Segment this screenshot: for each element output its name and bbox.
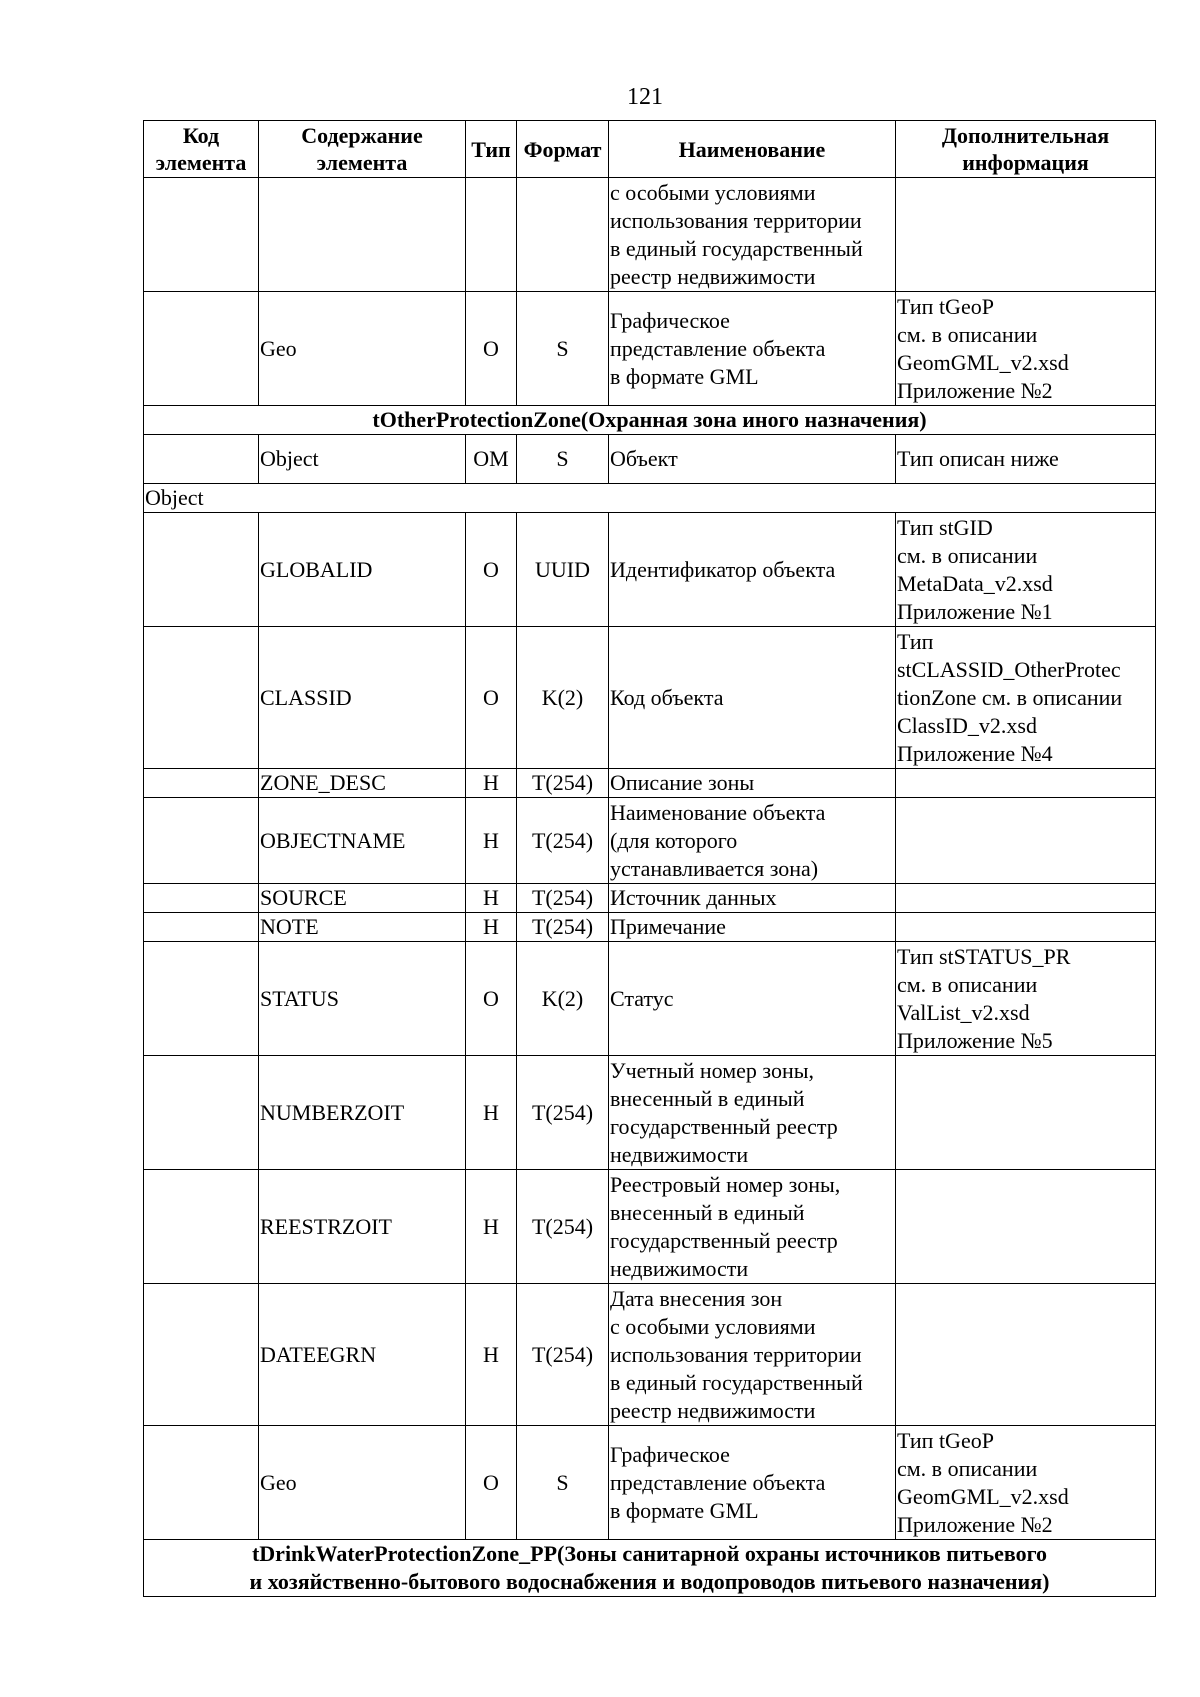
cell-content: STATUS xyxy=(259,942,466,1056)
cell-type: H xyxy=(466,1170,517,1284)
cell-name: Графическое представление объекта в формате GML xyxy=(609,292,896,406)
cell-info: Тип описан ниже xyxy=(896,435,1156,484)
cell-type: H xyxy=(466,884,517,913)
table-row xyxy=(144,942,1156,1056)
cell-format: K(2) xyxy=(517,627,609,769)
cell-code xyxy=(144,1056,259,1170)
cell-content: SOURCE xyxy=(259,884,466,913)
page-number: 121 xyxy=(627,84,663,110)
cell-name: с особыми условиями использования территории в единый государственный реестр недвижимости xyxy=(609,178,896,292)
table-row xyxy=(144,435,1156,484)
cell-content: ZONE_DESC xyxy=(259,769,466,798)
table-row xyxy=(144,884,1156,913)
cell-type: O xyxy=(466,627,517,769)
cell-name: Примечание xyxy=(609,913,896,942)
cell-name: Источник данных xyxy=(609,884,896,913)
cell-content: Object xyxy=(259,435,466,484)
cell-content: DATEEGRN xyxy=(259,1284,466,1426)
cell-name: Описание зоны xyxy=(609,769,896,798)
cell-type: O xyxy=(466,292,517,406)
section-header-row xyxy=(144,406,1156,435)
cell-code xyxy=(144,292,259,406)
cell-type xyxy=(466,178,517,292)
cell-name: Статус xyxy=(609,942,896,1056)
cell-format: T(254) xyxy=(517,913,609,942)
cell-code xyxy=(144,1170,259,1284)
table-row xyxy=(144,1426,1156,1540)
cell-code xyxy=(144,435,259,484)
cell-format: K(2) xyxy=(517,942,609,1056)
cell-type: O xyxy=(466,942,517,1056)
cell-name: Учетный номер зоны, внесенный в единый государственный реестр недвижимости xyxy=(609,1056,896,1170)
table-row xyxy=(144,513,1156,627)
cell-info xyxy=(896,798,1156,884)
cell-type: O xyxy=(466,1426,517,1540)
cell-info: Тип stCLASSID_OtherProtec tionZone см. в описании ClassID_v2.xsd Приложение №4 xyxy=(896,627,1156,769)
cell-info xyxy=(896,913,1156,942)
cell-type: H xyxy=(466,798,517,884)
cell-type: OM xyxy=(466,435,517,484)
table-row xyxy=(144,913,1156,942)
cell-code xyxy=(144,942,259,1056)
table-body xyxy=(144,178,1156,1597)
cell-name: Идентификатор объекта xyxy=(609,513,896,627)
table-row xyxy=(144,1284,1156,1426)
cell-info xyxy=(896,884,1156,913)
column-header-info: Дополнительная информация xyxy=(896,121,1156,178)
cell-code xyxy=(144,913,259,942)
cell-type: O xyxy=(466,513,517,627)
table-row xyxy=(144,1170,1156,1284)
cell-format: S xyxy=(517,1426,609,1540)
section-title: tDrinkWaterProtectionZone_PP(Зоны санитарной охраны источников питьевого и хозяйственно-бытового водоснабжения и водопроводов питьевого назначения) xyxy=(144,1540,1156,1597)
cell-code xyxy=(144,627,259,769)
cell-name: Наименование объекта (для которого устанавливается зона) xyxy=(609,798,896,884)
cell-info: Тип stSTATUS_PR см. в описании ValList_v2.xsd Приложение №5 xyxy=(896,942,1156,1056)
cell-content xyxy=(259,178,466,292)
table-row xyxy=(144,627,1156,769)
table-row xyxy=(144,769,1156,798)
cell-format: T(254) xyxy=(517,1170,609,1284)
cell-info xyxy=(896,769,1156,798)
cell-content: Geo xyxy=(259,1426,466,1540)
cell-format: T(254) xyxy=(517,1056,609,1170)
cell-info xyxy=(896,178,1156,292)
cell-format: S xyxy=(517,435,609,484)
group-label: Object xyxy=(144,484,1156,513)
cell-info xyxy=(896,1284,1156,1426)
cell-format xyxy=(517,178,609,292)
cell-format: T(254) xyxy=(517,1284,609,1426)
cell-type: H xyxy=(466,1056,517,1170)
cell-info: Тип tGeoP см. в описании GeomGML_v2.xsd Приложение №2 xyxy=(896,292,1156,406)
cell-type: H xyxy=(466,769,517,798)
cell-name: Код объекта xyxy=(609,627,896,769)
element-spec-table xyxy=(143,120,1156,1597)
column-header-type: Тип xyxy=(466,121,517,178)
cell-type: H xyxy=(466,1284,517,1426)
cell-content: Geo xyxy=(259,292,466,406)
table-row xyxy=(144,798,1156,884)
table-row xyxy=(144,1056,1156,1170)
table-header-row xyxy=(144,121,1156,178)
column-header-name: Наименование xyxy=(609,121,896,178)
cell-format: T(254) xyxy=(517,769,609,798)
cell-code xyxy=(144,798,259,884)
cell-content: REESTRZOIT xyxy=(259,1170,466,1284)
cell-code xyxy=(144,1284,259,1426)
cell-info xyxy=(896,1170,1156,1284)
column-header-code: Код элемента xyxy=(144,121,259,178)
column-header-format: Формат xyxy=(517,121,609,178)
cell-code xyxy=(144,769,259,798)
cell-content: GLOBALID xyxy=(259,513,466,627)
cell-format: S xyxy=(517,292,609,406)
cell-info: Тип tGeoP см. в описании GeomGML_v2.xsd Приложение №2 xyxy=(896,1426,1156,1540)
cell-format: UUID xyxy=(517,513,609,627)
cell-code xyxy=(144,178,259,292)
section-title: tOtherProtectionZone(Охранная зона иного назначения) xyxy=(144,406,1156,435)
cell-format: T(254) xyxy=(517,798,609,884)
table-row xyxy=(144,178,1156,292)
cell-type: H xyxy=(466,913,517,942)
cell-content: OBJECTNAME xyxy=(259,798,466,884)
table-row xyxy=(144,292,1156,406)
cell-info xyxy=(896,1056,1156,1170)
cell-name: Объект xyxy=(609,435,896,484)
cell-format: T(254) xyxy=(517,884,609,913)
cell-code xyxy=(144,513,259,627)
cell-name: Реестровый номер зоны, внесенный в единый государственный реестр недвижимости xyxy=(609,1170,896,1284)
cell-content: CLASSID xyxy=(259,627,466,769)
cell-name: Дата внесения зон с особыми условиями использования территории в единый государственный реестр недвижимости xyxy=(609,1284,896,1426)
cell-content: NOTE xyxy=(259,913,466,942)
section-header-row xyxy=(144,1540,1156,1597)
cell-info: Тип stGID см. в описании MetaData_v2.xsd Приложение №1 xyxy=(896,513,1156,627)
group-label-row xyxy=(144,484,1156,513)
cell-name: Графическое представление объекта в формате GML xyxy=(609,1426,896,1540)
cell-code xyxy=(144,884,259,913)
cell-content: NUMBERZOIT xyxy=(259,1056,466,1170)
cell-code xyxy=(144,1426,259,1540)
column-header-content: Содержание элемента xyxy=(259,121,466,178)
